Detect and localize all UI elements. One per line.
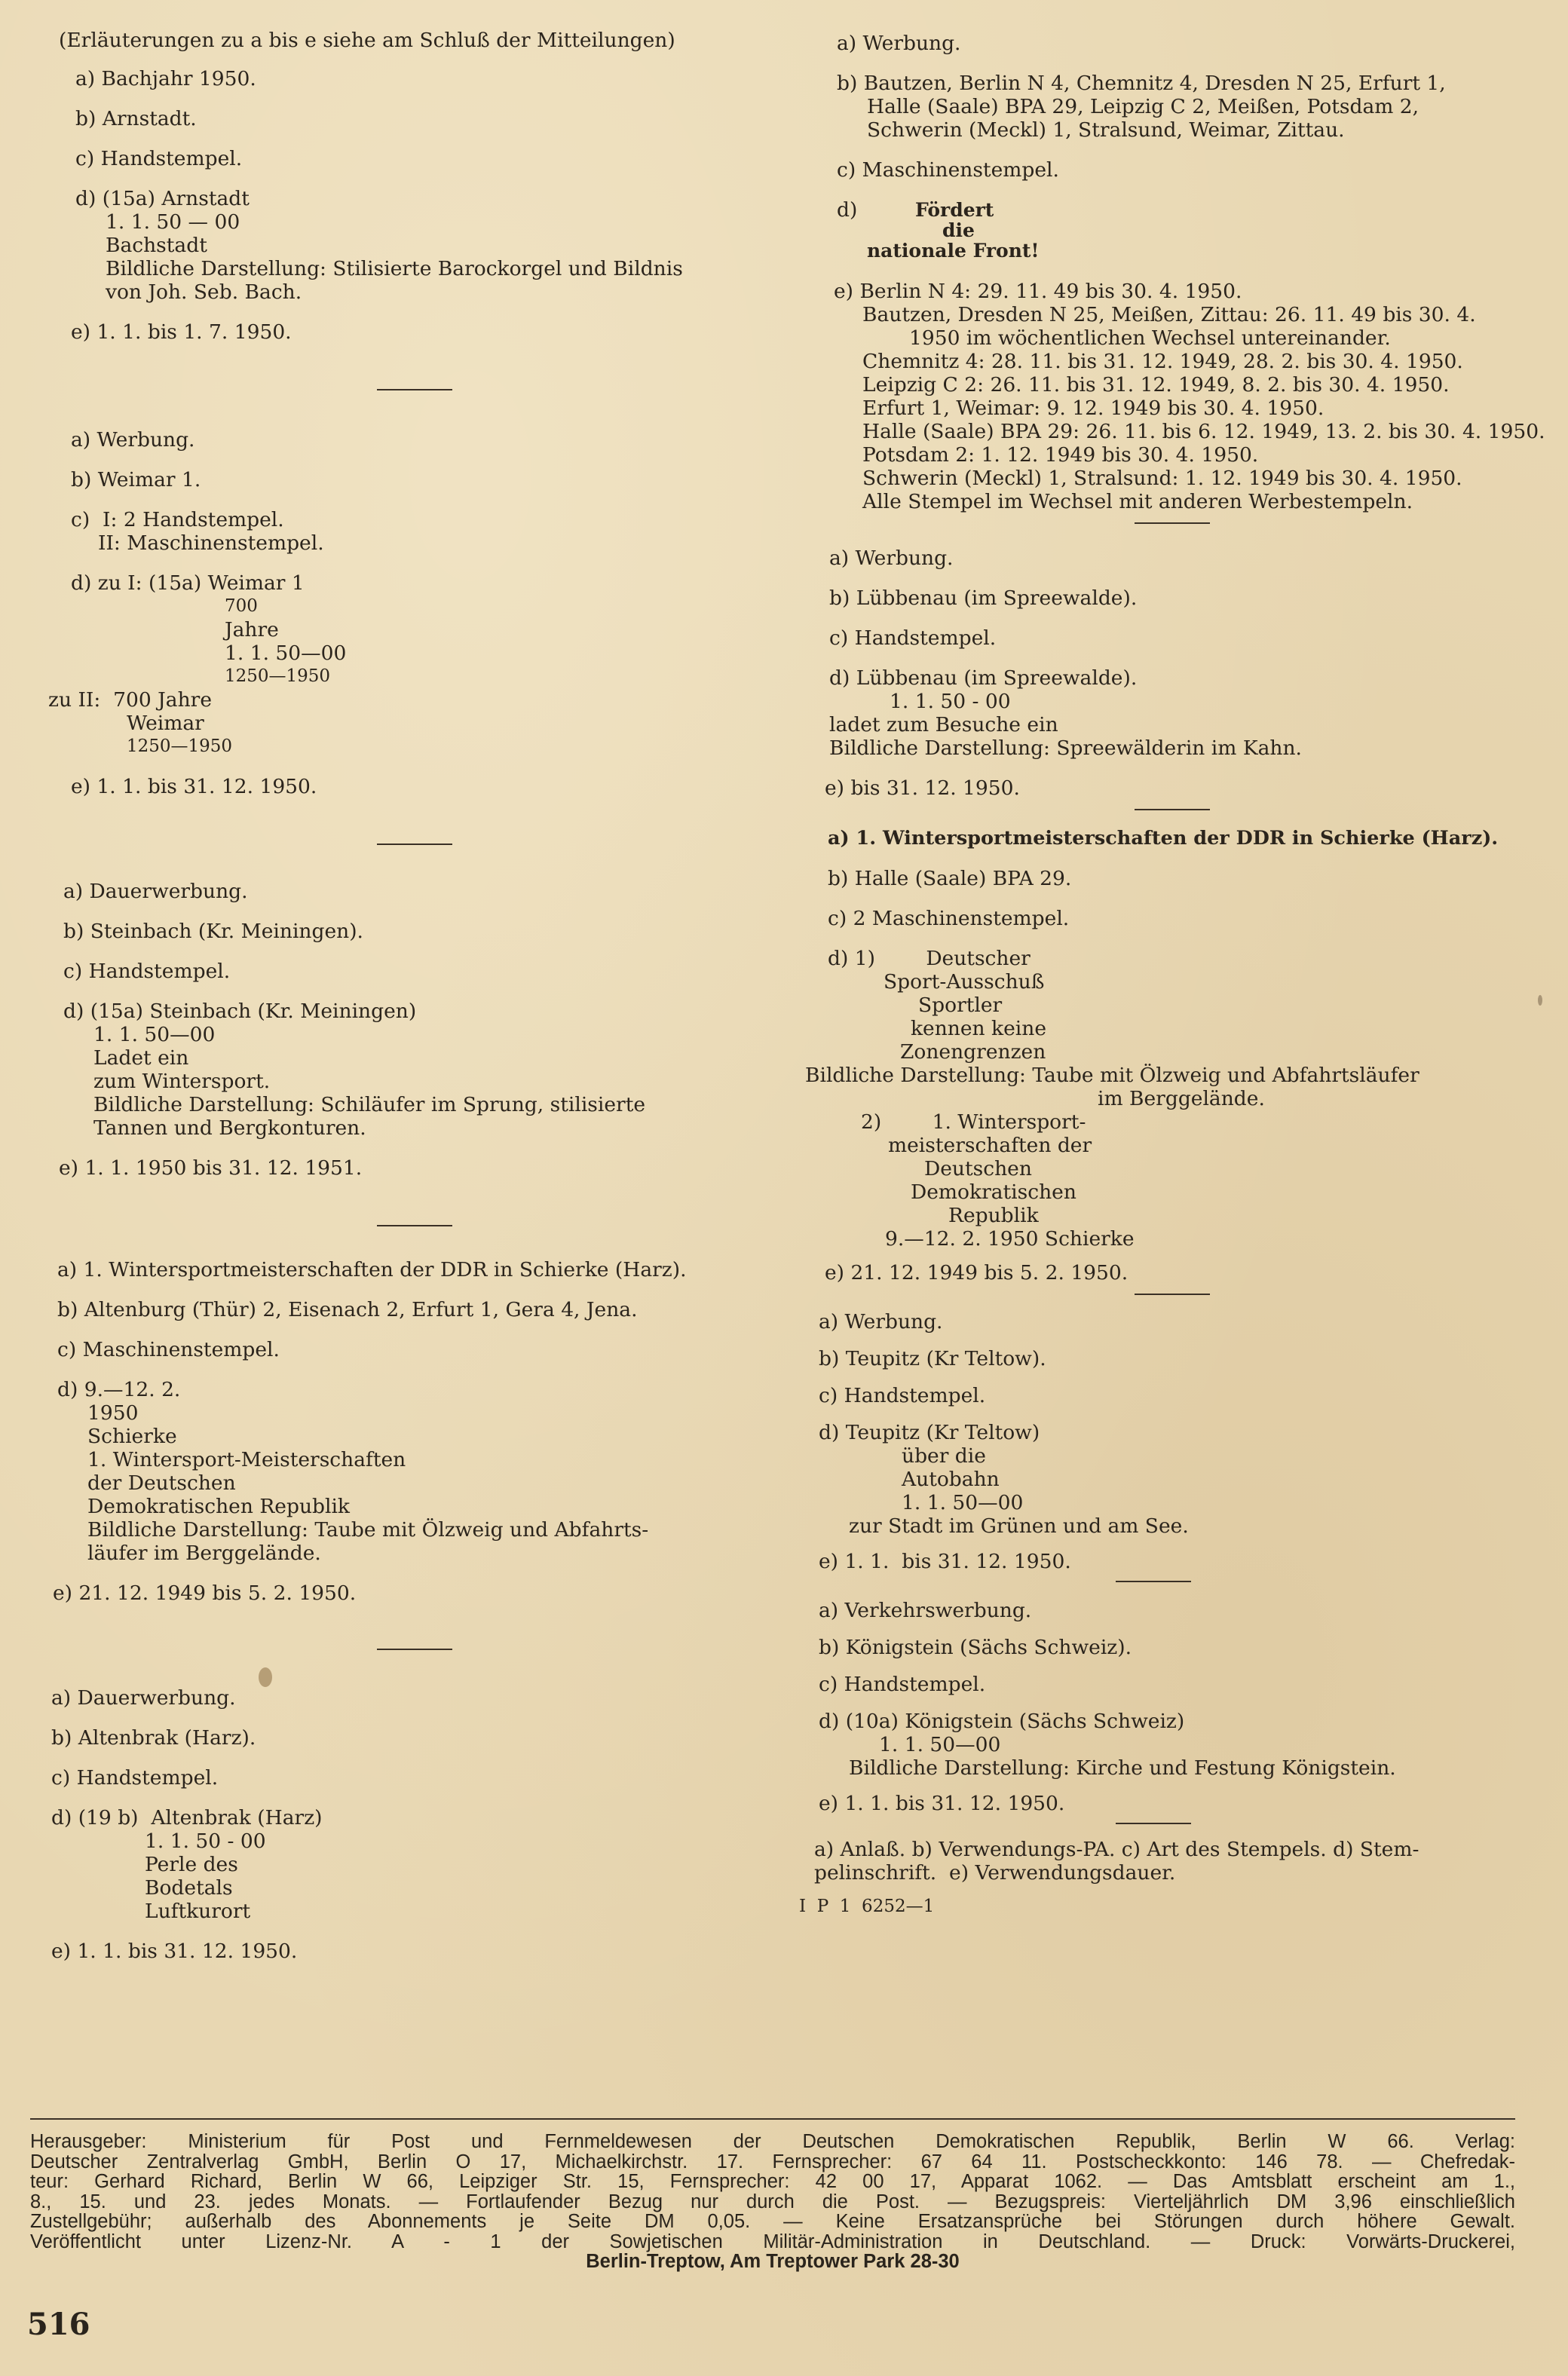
stamp-text: Bachstadt <box>106 234 207 257</box>
entry-field-b: b) Lübbenau (im Spreewalde). <box>829 586 1138 610</box>
stamp-text: Autobahn <box>902 1468 1000 1491</box>
stamp-description: Bildliche Darstellung: Schiläufer im Sprung, stilisierte <box>93 1093 646 1116</box>
entry-field-b: b) Königstein (Sächs Schweiz). <box>819 1636 1132 1659</box>
imprint-line: 8., 15. und 23. jedes Monats. — Fortlaufender Bezug nur durch die Post. — Bezugspreis: Vierteljährlich DM 3,96 einschließlich <box>30 2191 1515 2212</box>
field-label-d: d) <box>837 198 858 222</box>
entry-field-b: b) Altenbrak (Harz). <box>51 1726 256 1750</box>
stamp-text: Perle des <box>145 1853 238 1876</box>
stamp-text: Schierke <box>87 1425 177 1448</box>
stamp-text: Ladet ein <box>93 1046 189 1070</box>
legend-text: a) Anlaß. b) Verwendungs-PA. c) Art des Stempels. d) Stem- <box>814 1838 1419 1861</box>
entry-field-e: e) 1. 1. 1950 bis 31. 12. 1951. <box>59 1156 363 1180</box>
stamp-text: 700 <box>225 596 258 616</box>
entry-field-c: c) 2 Maschinenstempel. <box>828 907 1070 930</box>
entry-field-c: c) Handstempel. <box>51 1766 219 1790</box>
entry-field-b: b) Altenburg (Thür) 2, Eisenach 2, Erfurt 1, Gera 4, Jena. <box>57 1298 638 1321</box>
stamp-text: 1. 1. 50 - 00 <box>145 1829 266 1853</box>
stamp-description: Bildliche Darstellung: Stilisierte Barockorgel und Bildnis <box>106 257 683 280</box>
publisher-imprint <box>30 2132 1515 2272</box>
stamp-text: Fördert <box>915 199 994 221</box>
entry-luebbenau <box>825 547 1545 800</box>
usage-detail: Schwerin (Meckl) 1, Stralsund: 1. 12. 1949 bis 30. 4. 1950. <box>862 467 1462 490</box>
entry-field-c: c) Handstempel. <box>63 960 231 983</box>
stamp-description: im Berggelände. <box>1098 1087 1265 1110</box>
stamp-text: Demokratischen <box>911 1180 1076 1204</box>
stamp-text: 1. 1. 50—00 <box>225 641 347 665</box>
stamp-description: Bildliche Darstellung: Taube mit Ölzweig und Abfahrtsläufer <box>805 1064 1419 1087</box>
entry-field-b: b) Bautzen, Berlin N 4, Chemnitz 4, Dresden N 25, Erfurt 1, <box>837 72 1446 95</box>
imprint-line: Herausgeber: Ministerium für Post und Fernmeldewesen der Deutschen Demokratischen Republik, Berlin W 66. Verlag: <box>30 2131 1515 2152</box>
entry-teupitz <box>819 1310 1545 1573</box>
left-column <box>45 29 784 1963</box>
stamp-text: Weimar <box>127 712 204 735</box>
imprint-line: Berlin-Treptow, Am Treptower Park 28-30 <box>586 2251 960 2272</box>
entry-field-c: c) Maschinenstempel. <box>57 1338 280 1361</box>
stamp-text: 1. Wintersport-Meisterschaften <box>87 1448 406 1471</box>
stamp-text: zum Wintersport. <box>93 1070 271 1093</box>
entry-field-d <box>837 198 1545 263</box>
page-number: 516 <box>27 2307 90 2342</box>
entry-field-d: d) Teupitz (Kr Teltow) <box>819 1421 1040 1444</box>
entry-field-d: d) 1) Deutscher <box>828 947 1031 970</box>
entry-altenbrak <box>51 1686 784 1963</box>
stamp-text: 1. 1. 50 — 00 <box>106 210 240 234</box>
stamp-text: der Deutschen <box>87 1471 236 1495</box>
stamp-text: ladet zum Besuche ein <box>829 713 1058 736</box>
entry-field-b: b) Weimar 1. <box>71 468 201 491</box>
entry-field-a: a) Dauerwerbung. <box>51 1686 236 1710</box>
entry-steinbach <box>59 880 784 1180</box>
entry-field-e: e) 21. 12. 1949 bis 5. 2. 1950. <box>825 1261 1129 1284</box>
stamp-text: 1950 <box>87 1401 139 1425</box>
explanation-note: (Erläuterungen zu a bis e siehe am Schluß der Mitteilungen) <box>59 29 675 52</box>
entry-field-c: c) Handstempel. <box>819 1384 986 1407</box>
entry-field-a: a) 1. Wintersportmeisterschaften der DDR in Schierke (Harz). <box>828 827 1499 850</box>
stamp-text: Sportler <box>918 994 1003 1017</box>
entry-bachjahr <box>71 67 784 344</box>
stamp-text: Luftkurort <box>145 1900 251 1923</box>
entry-field-c: c) Handstempel. <box>75 147 243 170</box>
usage-detail: Bautzen, Dresden N 25, Meißen, Zittau: 26. 11. 49 bis 30. 4. <box>862 303 1476 326</box>
entry-field-d: d) zu I: (15a) Weimar 1 <box>71 571 305 595</box>
stamp-text: 1. 1. 50—00 <box>93 1023 216 1046</box>
stamp-text: 1. 1. 50 - 00 <box>890 690 1011 713</box>
entry-field-e: e) 1. 1. bis 31. 12. 1950. <box>819 1792 1065 1815</box>
imprint-line: Veröffentlicht unter Lizenz-Nr. A - 1 der Sowjetischen Militär-Administration in Deutschland. — Druck: Vorwärts-Druckerei, <box>30 2231 1515 2252</box>
stamp-text: Demokratischen Republik <box>87 1495 350 1518</box>
entry-field-a: a) Werbung. <box>829 547 954 570</box>
imprint-line: teur: Gerhard Richard, Berlin W 66, Leipziger Str. 15, Fernsprecher: 42 00 17, Apparat 1062. — Das Amtsblatt erscheint am 1., <box>30 2171 1515 2192</box>
stamp-text: zur Stadt im Grünen und am See. <box>849 1514 1189 1538</box>
stamp-description: Bildliche Darstellung: Taube mit Ölzweig und Abfahrts- <box>87 1518 649 1542</box>
entry-field-e: e) 1. 1. bis 1. 7. 1950. <box>71 320 292 344</box>
usage-detail: Potsdam 2: 1. 12. 1949 bis 30. 4. 1950. <box>862 443 1259 467</box>
stamp-description: Bildliche Darstellung: Kirche und Festung Königstein. <box>849 1756 1396 1780</box>
entry-koenigstein <box>819 1599 1545 1815</box>
entry-weimar <box>48 428 784 798</box>
entry-field-d: d) 9.—12. 2. <box>57 1378 181 1401</box>
stamp-text: meisterschaften der <box>888 1134 1092 1157</box>
stamp-text: Zonengrenzen <box>900 1040 1046 1064</box>
entry-field-c: c) Maschinenstempel. <box>837 158 1059 182</box>
entry-field-c: c) Handstempel. <box>819 1673 986 1696</box>
usage-detail: Halle (Saale) BPA 29: 26. 11. bis 6. 12. 1949, 13. 2. bis 30. 4. 1950. <box>862 420 1545 443</box>
entry-field-d: d) (15a) Arnstadt <box>75 187 250 210</box>
imprint-line: Zustellgebühr; außerhalb des Abonnements je Seite DM 0,05. — Keine Ersatzansprüche bei Störungen durch höhere Gewalt. <box>30 2211 1515 2232</box>
stamp-text: Republik <box>948 1204 1039 1227</box>
stamp-text: Jahre <box>225 618 279 641</box>
entry-field-b-continued: Halle (Saale) BPA 29, Leipzig C 2, Meißen, Potsdam 2, <box>867 95 1419 118</box>
footer-rule <box>30 2118 1515 2120</box>
entry-field-d: d) (10a) Königstein (Sächs Schweiz) <box>819 1710 1185 1733</box>
stamp-text: 9.—12. 2. 1950 Schierke <box>885 1227 1135 1251</box>
stamp-text: Deutschen <box>924 1157 1032 1180</box>
legend <box>814 1838 1545 1885</box>
entry-field-d: d) Lübbenau (im Spreewalde). <box>829 666 1138 690</box>
entry-field-c: c) I: 2 Handstempel. <box>71 508 284 531</box>
entry-field-a: a) Dauerwerbung. <box>63 880 248 903</box>
stamp-text: 1250—1950 <box>127 736 233 756</box>
stamp-description: läufer im Berggelände. <box>87 1542 321 1565</box>
entry-field-d: d) (19 b) Altenbrak (Harz) <box>51 1806 323 1829</box>
stamp-description: Tannen und Bergkonturen. <box>93 1116 366 1140</box>
stamp-description: Bildliche Darstellung: Spreewälderin im Kahn. <box>829 736 1302 760</box>
entry-field-b: b) Teupitz (Kr Teltow). <box>819 1347 1046 1370</box>
entry-wintersport-left <box>53 1258 784 1605</box>
right-column <box>799 32 1545 1918</box>
entry-field-c: c) Handstempel. <box>829 626 997 650</box>
stamp-text: 1. 1. 50—00 <box>879 1733 1001 1756</box>
stamp-text: zu II: 700 Jahre <box>48 688 213 712</box>
entry-field-b: b) Halle (Saale) BPA 29. <box>828 867 1072 890</box>
entry-field-e: e) 21. 12. 1949 bis 5. 2. 1950. <box>53 1581 357 1605</box>
entry-wintersport-right <box>805 827 1545 1284</box>
stamp-text: 2) 1. Wintersport- <box>861 1110 1086 1134</box>
entry-field-a: a) Verkehrswerbung. <box>819 1599 1032 1622</box>
usage-detail: Leipzig C 2: 26. 11. bis 31. 12. 1949, 8. 2. bis 30. 4. 1950. <box>862 373 1450 397</box>
entry-field-c-continued: II: Maschinenstempel. <box>98 531 324 555</box>
entry-field-a: a) Bachjahr 1950. <box>75 67 256 90</box>
entry-field-e: e) Berlin N 4: 29. 11. 49 bis 30. 4. 1950. <box>834 280 1242 303</box>
entry-field-b: b) Arnstadt. <box>75 107 197 130</box>
entry-field-b-continued: Schwerin (Meckl) 1, Stralsund, Weimar, Zittau. <box>867 118 1345 142</box>
stamp-text: kennen keine <box>911 1017 1047 1040</box>
entry-field-a: a) Werbung. <box>71 428 195 452</box>
usage-detail: Alle Stempel im Wechsel mit anderen Werbestempeln. <box>862 490 1413 513</box>
entry-field-a: a) 1. Wintersportmeisterschaften der DDR in Schierke (Harz). <box>57 1258 687 1281</box>
entry-nationale-front <box>834 32 1545 513</box>
entry-field-a: a) Werbung. <box>837 32 961 55</box>
usage-detail: 1950 im wöchentlichen Wechsel untereinander. <box>909 326 1391 350</box>
stamp-text: über die <box>902 1444 986 1468</box>
entry-field-b: b) Steinbach (Kr. Meiningen). <box>63 920 363 943</box>
imprint-line: Deutscher Zentralverlag GmbH, Berlin O 17, Michaelkirchstr. 17. Fernsprecher: 67 64 11. Postscheckkonto: 146 78. — Chefredak- <box>30 2151 1515 2172</box>
stamp-text: 1. 1. 50—00 <box>902 1491 1024 1514</box>
stamp-text: die <box>942 219 975 241</box>
entry-field-a: a) Werbung. <box>819 1310 943 1333</box>
stamp-text: Sport-Ausschuß <box>884 970 1045 994</box>
entry-field-e: e) 1. 1. bis 31. 12. 1950. <box>71 775 317 798</box>
legend-text: pelinschrift. e) Verwendungsdauer. <box>814 1861 1176 1885</box>
entry-field-e: e) 1. 1. bis 31. 12. 1950. <box>819 1550 1071 1573</box>
stamp-text: Bodetals <box>145 1876 233 1900</box>
entry-field-d: d) (15a) Steinbach (Kr. Meiningen) <box>63 1000 417 1023</box>
stamp-description: von Joh. Seb. Bach. <box>106 280 302 304</box>
stamp-text: nationale Front! <box>867 240 1040 262</box>
reference-number: I P 1 6252—1 <box>799 1897 935 1916</box>
usage-detail: Erfurt 1, Weimar: 9. 12. 1949 bis 30. 4. 1950. <box>862 397 1325 420</box>
stamp-text: 1250—1950 <box>225 666 331 686</box>
entry-field-e: e) bis 31. 12. 1950. <box>825 776 1020 800</box>
usage-detail: Chemnitz 4: 28. 11. bis 31. 12. 1949, 28. 2. bis 30. 4. 1950. <box>862 350 1463 373</box>
entry-field-e: e) 1. 1. bis 31. 12. 1950. <box>51 1940 298 1963</box>
